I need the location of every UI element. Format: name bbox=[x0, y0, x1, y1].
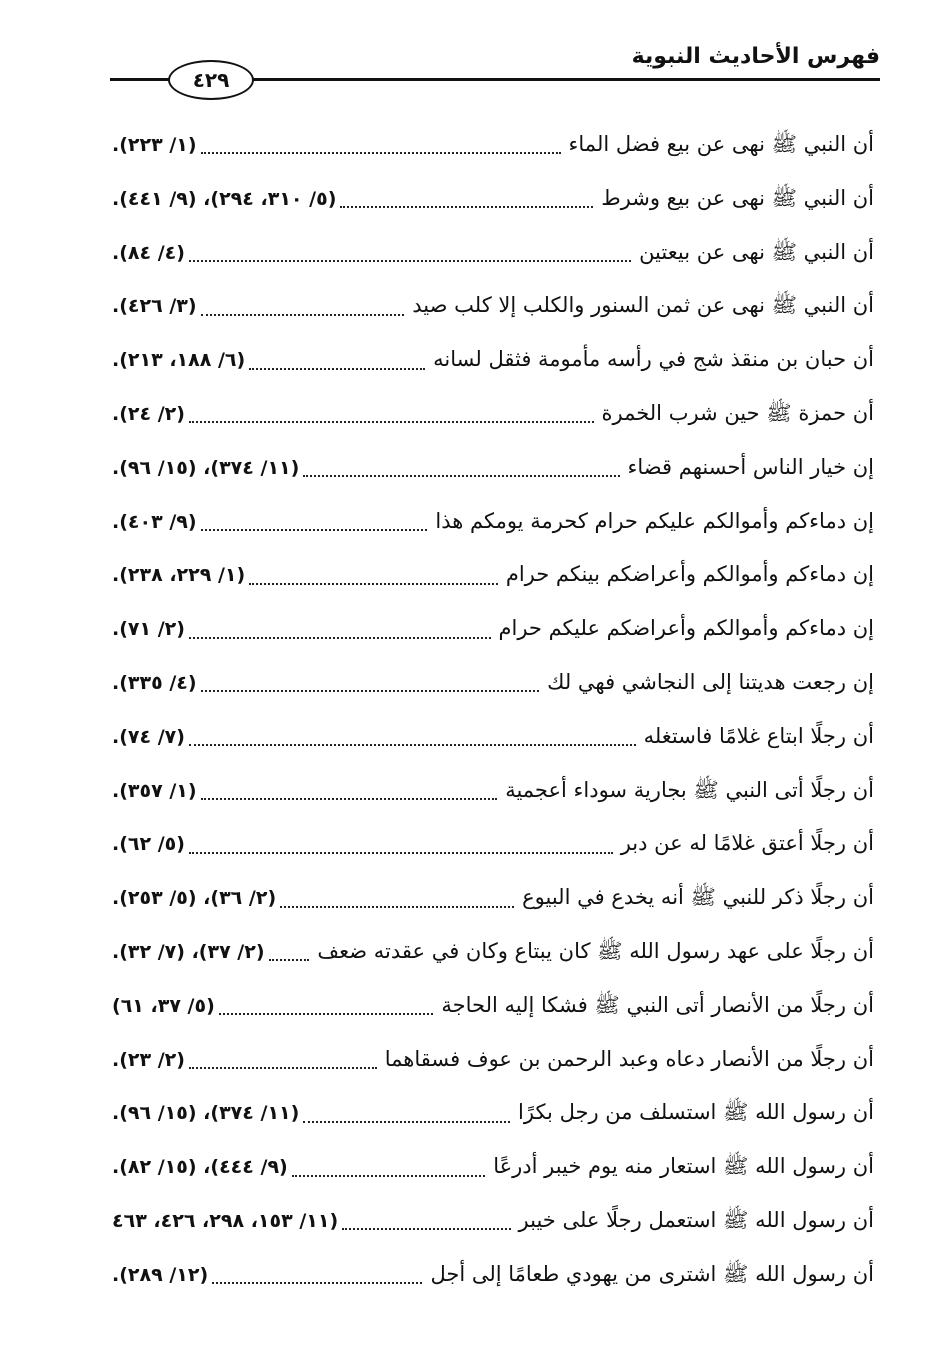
entry-reference: (٢/ ٢٤). bbox=[112, 402, 185, 425]
dot-leader bbox=[269, 958, 310, 961]
index-entry bbox=[112, 1194, 874, 1248]
dot-leader bbox=[219, 1012, 434, 1015]
entry-text: أن النبي ﷺ نهى عن بيعتين bbox=[639, 239, 874, 264]
index-entry bbox=[112, 1248, 874, 1302]
index-entry bbox=[112, 925, 874, 979]
entry-text: إن دماءكم وأموالكم وأعراضكم بينكم حرام bbox=[505, 562, 874, 587]
index-entry bbox=[112, 441, 874, 495]
entry-text: أن رجلًا على عهد رسول الله ﷺ كان يبتاع وكان في عقدته ضعف bbox=[317, 938, 874, 963]
index-entry bbox=[112, 1086, 874, 1140]
entry-reference: (١/ ٣٥٧). bbox=[112, 779, 197, 802]
entry-reference: (٧/ ٧٤). bbox=[112, 725, 185, 748]
entry-reference: (٥/ ٣١٠، ٢٩٤)، (٩/ ٤٤١). bbox=[112, 187, 337, 210]
page-number-badge: ٤٢٩ bbox=[168, 60, 254, 100]
dot-leader bbox=[189, 851, 613, 854]
entry-reference: (١١/ ٣٧٤)، (١٥/ ٩٦). bbox=[112, 456, 300, 479]
index-entry bbox=[112, 764, 874, 818]
entry-reference: (١/ ٢٢٣). bbox=[112, 134, 197, 156]
dot-leader bbox=[189, 259, 631, 262]
entry-reference: (٢/ ٢٣). bbox=[112, 1048, 185, 1071]
dot-leader bbox=[201, 151, 561, 154]
entry-text: أن حبان بن منقذ شج في رأسه مأمومة فثقل لسانه bbox=[433, 347, 874, 372]
index-entry bbox=[112, 656, 874, 710]
hadith-index-list bbox=[112, 118, 874, 1302]
entry-text: أن رجلًا ذكر للنبي ﷺ أنه يخدع في البيوع bbox=[522, 885, 874, 910]
dot-leader bbox=[189, 636, 491, 639]
page-title: فهرس الأحاديث النبوية bbox=[631, 44, 880, 69]
index-entry bbox=[112, 495, 874, 549]
index-entry bbox=[112, 279, 874, 333]
entry-text: أن رسول الله ﷺ استعار منه يوم خيبر أدرعًا bbox=[493, 1154, 874, 1179]
entry-reference: (٩/ ٤٤٤)، (١٥/ ٨٢). bbox=[112, 1156, 288, 1179]
dot-leader bbox=[189, 743, 636, 746]
dot-leader bbox=[201, 689, 540, 692]
entry-text: أن رجلًا من الأنصار أتى النبي ﷺ فشكا إليه الحاجة bbox=[441, 992, 874, 1017]
entry-text: أن رسول الله ﷺ استسلف من رجل بكرًا bbox=[518, 1100, 874, 1125]
entry-text: إن رجعت هديتنا إلى النجاشي فهي لك bbox=[547, 669, 874, 694]
entry-text: إن دماءكم وأموالكم عليكم حرام كحرمة يومكم هذا bbox=[435, 508, 874, 533]
entry-reference: (٤/ ٨٤). bbox=[112, 241, 185, 264]
dot-leader bbox=[212, 1281, 422, 1284]
entry-reference: (٩/ ٤٠٣). bbox=[112, 510, 197, 533]
entry-text: أن النبي ﷺ نهى عن بيع فضل الماء bbox=[568, 132, 874, 156]
entry-reference: (٦/ ١٨٨، ٢١٣). bbox=[112, 349, 246, 372]
index-entry bbox=[112, 817, 874, 871]
dot-leader bbox=[189, 1066, 377, 1069]
entry-reference: (٤/ ٣٣٥). bbox=[112, 671, 197, 694]
entry-reference: (١١/ ١٥٣، ٢٩٨، ٤٢٦، ٤٦٣ bbox=[112, 1209, 339, 1232]
index-entry bbox=[112, 172, 874, 226]
dot-leader bbox=[303, 1120, 510, 1123]
entry-reference: (٢/ ٧١). bbox=[112, 618, 185, 641]
entry-reference: (٢/ ٣٦)، (٥/ ٢٥٣). bbox=[112, 887, 277, 910]
entry-text: إن دماءكم وأموالكم وأعراضكم عليكم حرام bbox=[498, 616, 874, 641]
index-entry bbox=[112, 979, 874, 1033]
dot-leader bbox=[292, 1174, 485, 1177]
index-entry bbox=[112, 602, 874, 656]
index-entry bbox=[112, 333, 874, 387]
page-header bbox=[110, 38, 880, 98]
entry-reference: (٢/ ٣٧)، (٧/ ٣٢). bbox=[112, 940, 265, 963]
index-entry bbox=[112, 871, 874, 925]
dot-leader bbox=[340, 205, 593, 208]
entry-text: أن حمزة ﷺ حين شرب الخمرة bbox=[601, 400, 874, 425]
index-entry bbox=[112, 1033, 874, 1087]
index-entry bbox=[112, 226, 874, 280]
entry-reference: (١١/ ٣٧٤)، (١٥/ ٩٦). bbox=[112, 1102, 300, 1125]
index-entry bbox=[112, 710, 874, 764]
entry-text: أن رسول الله ﷺ استعمل رجلًا على خيبر bbox=[518, 1207, 874, 1232]
dot-leader bbox=[201, 313, 405, 316]
dot-leader bbox=[189, 420, 594, 423]
dot-leader bbox=[201, 528, 428, 531]
entry-text: إن خيار الناس أحسنهم قضاء bbox=[627, 454, 874, 479]
entry-reference: (٣/ ٤٢٦). bbox=[112, 295, 197, 318]
index-entry bbox=[112, 1140, 874, 1194]
index-entry bbox=[112, 118, 874, 172]
entry-reference: (١٢/ ٢٨٩). bbox=[112, 1263, 209, 1286]
entry-text: أن رجلًا أتى النبي ﷺ بجارية سوداء أعجمية bbox=[505, 777, 874, 802]
entry-reference: (١/ ٢٢٩، ٢٣٨). bbox=[112, 564, 246, 587]
entry-reference: (٥/ ٣٧، ٦١) bbox=[112, 994, 215, 1017]
entry-text: أن رسول الله ﷺ اشترى من يهودي طعامًا إلى أجل bbox=[430, 1261, 874, 1286]
entry-reference: (٥/ ٦٢). bbox=[112, 833, 185, 856]
entry-text: أن النبي ﷺ نهى عن بيع وشرط bbox=[601, 185, 874, 210]
entry-text: أن رجلًا ابتاع غلامًا فاستغله bbox=[643, 723, 874, 748]
dot-leader bbox=[303, 474, 619, 477]
dot-leader bbox=[280, 905, 514, 908]
dot-leader bbox=[201, 797, 498, 800]
entry-text: أن رجلًا من الأنصار دعاه وعبد الرحمن بن عوف فسقاهما bbox=[384, 1046, 874, 1071]
dot-leader bbox=[249, 582, 498, 585]
dot-leader bbox=[249, 367, 425, 370]
index-entry bbox=[112, 387, 874, 441]
index-entry bbox=[112, 548, 874, 602]
entry-text: أن النبي ﷺ نهى عن ثمن السنور والكلب إلا كلب صيد bbox=[412, 293, 874, 318]
dot-leader bbox=[342, 1227, 510, 1230]
entry-text: أن رجلًا أعتق غلامًا له عن دبر bbox=[620, 831, 874, 856]
